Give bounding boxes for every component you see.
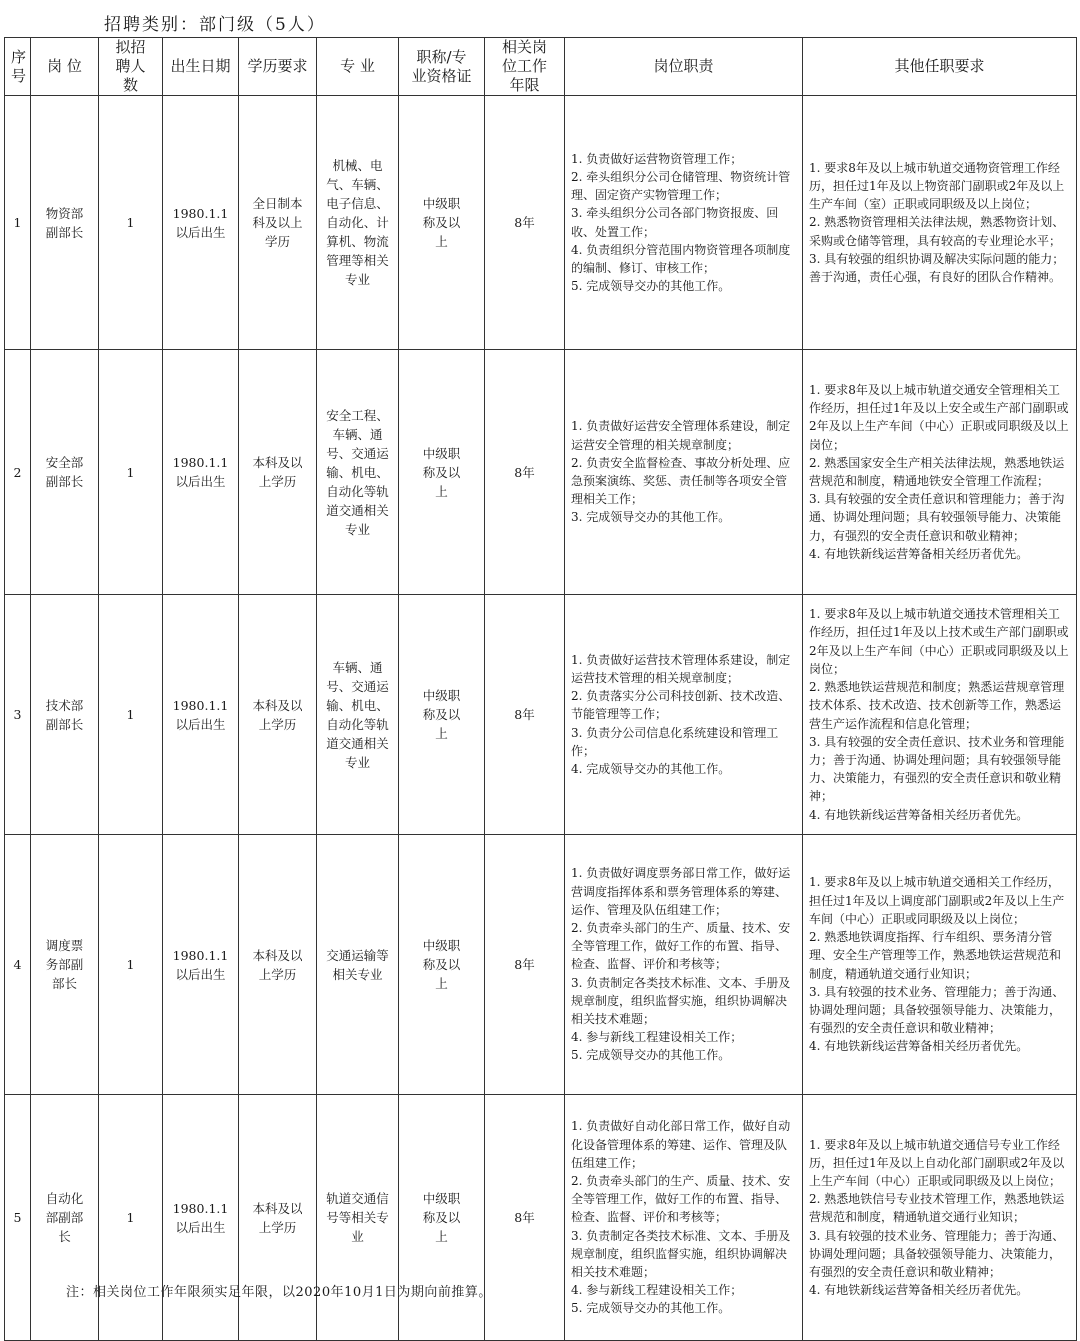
requirement-item: 2. 熟悉地铁信号专业技术管理工作，熟悉地铁运营规范和制度，精通轨道交通行业知识；	[809, 1192, 1065, 1225]
education-cell	[239, 350, 317, 595]
table-row	[5, 350, 1077, 595]
recruit-category: 招聘类别：部门级（5人）	[104, 15, 326, 35]
other-requirements-cell	[803, 835, 1077, 1095]
header-count: 拟招聘人数	[99, 38, 163, 96]
footnote: 注：相关岗位工作年限须实足年限，以2020年10月1日为期向前推算。	[66, 1285, 492, 1300]
years-text: 8年	[514, 957, 535, 972]
major-cell	[317, 350, 399, 595]
duty-item: 1. 负责做好调度票务部日常工作，做好运营调度指挥体系和票务管理体系的筹建、运作、管理及队伍组建工作；	[571, 866, 791, 917]
seq-text: 2	[13, 464, 22, 480]
duty-item: 4. 参与新线工程建设相关工作；	[571, 1030, 743, 1045]
years-cell	[485, 595, 565, 835]
education-cell	[239, 595, 317, 835]
count-cell	[99, 350, 163, 595]
count-cell	[99, 1095, 163, 1341]
duty-item: 2. 牵头组织分公司仓储管理、物资统计管理、固定资产实物管理工作；	[571, 169, 791, 203]
duty-item: 1. 负责做好运营安全管理体系建设，制定运营安全管理的相关规章制度；	[571, 419, 791, 452]
years-cell	[485, 835, 565, 1095]
duty-item: 4. 参与新线工程建设相关工作；	[571, 1283, 743, 1298]
requirement-item: 4. 有地铁新线运营筹备相关经历者优先。	[809, 546, 1029, 561]
count-text: 1	[126, 1210, 135, 1225]
duty-item: 1. 负责做好运营物资管理工作；	[571, 151, 743, 166]
birth-text: 1980.1.1以后出生	[172, 947, 229, 982]
duty-item: 1. 负责做好自动化部日常工作，做好自动化设备管理体系的筹建、运作、管理及队伍组建工作；	[571, 1119, 791, 1170]
requirement-item: 1. 要求8年及以上城市轨道交通信号专业工作经历，担任过1年及以上自动化部门副职或2年及以上生产车间（中心）正职或同职级及以上岗位；	[809, 1137, 1065, 1188]
major-text: 车辆、通号、交通运输、机电、自动化等轨道交通相关专业	[326, 659, 389, 770]
count-text: 1	[126, 707, 135, 722]
years-text: 8年	[514, 707, 535, 722]
count-text: 1	[126, 215, 135, 230]
major-text: 轨道交通信号等相关专业	[326, 1191, 389, 1244]
major-text: 安全工程、车辆、通号、交通运输、机电、自动化等轨道交通相关专业	[326, 407, 389, 537]
position-cell	[31, 595, 99, 835]
duty-item: 1. 负责做好运营技术管理体系建设，制定运营技术管理的相关规章制度；	[571, 652, 791, 685]
header-title: 职称/专业资格证	[399, 38, 485, 96]
duty-item: 2. 负责安全监督检查、事故分析处理、应急预案演练、奖惩、责任制等各项安全管理相关工作；	[571, 455, 791, 507]
requirement-item: 4. 有地铁新线运营筹备相关经历者优先。	[809, 807, 1029, 822]
header-other: 其他任职要求	[803, 38, 1077, 96]
birth-cell	[163, 595, 239, 835]
birth-text: 1980.1.1以后出生	[172, 455, 229, 489]
requirement-item: 3. 具有较强的安全责任意识和管理能力；善于沟通、协调处理问题；具有较强领导能力、决策能力，有强烈的安全责任意识和敬业精神；	[809, 492, 1065, 543]
education-cell	[239, 96, 317, 350]
count-cell	[99, 96, 163, 350]
major-cell	[317, 835, 399, 1095]
birth-cell	[163, 350, 239, 595]
position-text: 物资部副部长	[45, 205, 84, 240]
years-cell	[485, 1095, 565, 1341]
title-text: 中级职称及以上	[422, 1191, 461, 1244]
header-seq: 序号	[5, 38, 31, 96]
title-cell	[399, 595, 485, 835]
position-text: 调度票务部副部长	[45, 938, 84, 991]
duties-cell	[565, 595, 803, 835]
title-text: 中级职称及以上	[422, 938, 461, 991]
requirement-item: 1. 要求8年及以上城市轨道交通技术管理相关工作经历，担任过1年及以上技术或生产部门副职或2年及以上生产车间（中心）正职或同职级及以上岗位；	[809, 607, 1069, 676]
seq-cell	[5, 595, 31, 835]
header-education: 学历要求	[239, 38, 317, 96]
requirement-item: 2. 熟悉地铁运营规范和制度；熟悉运营规章管理技术体系、技术改造、技术创新等工作，熟悉运营生产运作流程和信息化管理；	[809, 680, 1065, 731]
duty-item: 2. 负责牵头部门的生产、质量、技术、安全等管理工作，做好工作的布置、指导、检查、监督、评价和考核等；	[571, 1173, 791, 1225]
other-requirements-cell	[803, 96, 1077, 350]
title-text: 中级职称及以上	[422, 688, 461, 741]
seq-cell	[5, 350, 31, 595]
major-cell	[317, 1095, 399, 1341]
years-cell	[485, 96, 565, 350]
birth-cell	[163, 96, 239, 350]
duty-item: 2. 负责落实分公司科技创新、技术改造、节能管理等工作；	[571, 689, 791, 722]
years-cell	[485, 350, 565, 595]
seq-text: 5	[13, 1210, 22, 1225]
duty-item: 4. 完成领导交办的其他工作。	[571, 762, 731, 776]
years-text: 8年	[514, 215, 535, 230]
requirement-item: 3. 具有较强的技术业务、管理能力；善于沟通、协调处理问题；具备较强领导能力、决策能力，有强烈的安全责任意识和敬业精神；	[809, 984, 1065, 1036]
major-cell	[317, 96, 399, 350]
position-cell	[31, 1095, 99, 1341]
position-cell	[31, 835, 99, 1095]
duty-item: 5. 完成领导交办的其他工作。	[571, 1048, 731, 1063]
major-text: 机械、电气、车辆、电子信息、自动化、计算机、物流管理等相关专业	[326, 158, 389, 287]
education-text: 本科及以上学历	[252, 697, 303, 732]
major-cell	[317, 595, 399, 835]
major-text: 交通运输等相关专业	[326, 947, 389, 982]
requirement-item: 2. 熟悉国家安全生产相关法律法规，熟悉地铁运营规范和制度，精通地铁安全管理工作流程；	[809, 455, 1065, 488]
requirement-item: 4. 有地铁新线运营筹备相关经历者优先。	[809, 1283, 1029, 1298]
header-position: 岗 位	[31, 38, 99, 96]
seq-text: 4	[13, 957, 22, 972]
birth-text: 1980.1.1以后出生	[172, 1200, 229, 1235]
seq-text: 1	[13, 215, 22, 230]
count-text: 1	[126, 957, 135, 972]
title-cell	[399, 350, 485, 595]
header-major: 专 业	[317, 38, 399, 96]
requirement-item: 3. 具有较强的安全责任意识、技术业务和管理能力；善于沟通、协调处理问题；具有较强领导能力、决策能力，有强烈的安全责任意识和敬业精神；	[809, 734, 1065, 804]
count-cell	[99, 835, 163, 1095]
requirement-item: 3. 具有较强的技术业务、管理能力；善于沟通、协调处理问题；具备较强领导能力、决策能力，有强烈的安全责任意识和敬业精神；	[809, 1228, 1065, 1279]
duty-item: 3. 负责分公司信息化系统建设和管理工作；	[571, 725, 779, 758]
other-requirements-cell	[803, 595, 1077, 835]
duty-item: 3. 负责制定各类技术标准、文本、手册及规章制度，组织监督实施，组织协调解决相关技术难题；	[571, 1228, 791, 1279]
years-text: 8年	[514, 464, 535, 480]
header-years: 相关岗位工作年限	[485, 38, 565, 96]
requirement-item: 4. 有地铁新线运营筹备相关经历者优先。	[809, 1039, 1029, 1054]
birth-cell	[163, 1095, 239, 1341]
seq-cell	[5, 835, 31, 1095]
education-text: 全日制本科及以上学历	[252, 196, 303, 249]
title-cell	[399, 96, 485, 350]
table-row	[5, 1095, 1077, 1341]
title-text: 中级职称及以上	[422, 196, 461, 249]
table-row	[5, 835, 1077, 1095]
birth-text: 1980.1.1以后出生	[172, 205, 229, 240]
duties-cell	[565, 835, 803, 1095]
title-text: 中级职称及以上	[422, 445, 461, 499]
title-cell	[399, 835, 485, 1095]
education-text: 本科及以上学历	[252, 947, 303, 982]
duty-item: 5. 完成领导交办的其他工作。	[571, 1301, 731, 1316]
requirement-item: 2. 熟悉物资管理相关法律法规，熟悉物资计划、采购或仓储等管理，具有较高的专业理论水平；	[809, 215, 1065, 248]
duties-cell	[565, 1095, 803, 1341]
duties-cell	[565, 96, 803, 350]
seq-cell	[5, 1095, 31, 1341]
duty-item: 3. 完成领导交办的其他工作。	[571, 510, 731, 525]
header-birth: 出生日期	[163, 38, 239, 96]
duty-item: 2. 负责牵头部门的生产、质量、技术、安全等管理工作，做好工作的布置、指导、检查、监督、评价和考核等；	[571, 920, 791, 972]
recruitment-table	[4, 37, 1077, 1341]
table-row	[5, 96, 1077, 350]
seq-cell	[5, 96, 31, 350]
other-requirements-cell	[803, 1095, 1077, 1341]
position-text: 技术部副部长	[45, 697, 84, 732]
duty-item: 3. 负责制定各类技术标准、文本、手册及规章制度，组织监督实施，组织协调解决相关技术难题；	[571, 975, 791, 1026]
birth-text: 1980.1.1以后出生	[172, 697, 229, 732]
requirement-item: 1. 要求8年及以上城市轨道交通相关工作经历，担任过1年及以上调度部门副职或2年及以上生产车间（中心）正职或同职级及以上岗位；	[809, 875, 1065, 926]
position-cell	[31, 350, 99, 595]
education-cell	[239, 835, 317, 1095]
other-requirements-cell	[803, 350, 1077, 595]
header-duties: 岗位职责	[565, 38, 803, 96]
table-header-row	[5, 38, 1077, 96]
duty-item: 4. 负责组织分管范围内物资管理各项制度的编制、修订、审核工作；	[571, 242, 791, 275]
duties-cell	[565, 350, 803, 595]
position-text: 安全部副部长	[45, 455, 84, 489]
seq-text: 3	[13, 707, 22, 722]
requirement-item: 1. 要求8年及以上城市轨道交通安全管理相关工作经历，担任过1年及以上安全或生产部门副职或2年及以上生产车间（中心）正职或同职级及以上岗位；	[809, 382, 1069, 452]
duty-item: 3. 牵头组织分公司各部门物资报废、回收、处置工作；	[571, 206, 779, 239]
title-cell	[399, 1095, 485, 1341]
birth-cell	[163, 835, 239, 1095]
education-text: 本科及以上学历	[252, 1200, 303, 1235]
table-row	[5, 595, 1077, 835]
position-text: 自动化部副部长	[45, 1191, 84, 1244]
duty-item: 5. 完成领导交办的其他工作。	[571, 279, 731, 294]
requirement-item: 1. 要求8年及以上城市轨道交通物资管理工作经历，担任过1年及以上物资部门副职或2年及以上生产车间（室）正职或同职级及以上岗位；	[809, 160, 1065, 212]
count-cell	[99, 595, 163, 835]
requirement-item: 2. 熟悉地铁调度指挥、行车组织、票务清分管理、安全生产管理等工作，熟悉地铁运营规范和制度，精通轨道交通行业知识；	[809, 930, 1062, 981]
education-text: 本科及以上学历	[252, 455, 303, 489]
education-cell	[239, 1095, 317, 1341]
count-text: 1	[126, 464, 135, 480]
requirement-item: 3. 具有较强的组织协调及解决实际问题的能力；善于沟通，责任心强，有良好的团队合作精神。	[809, 251, 1065, 284]
position-cell	[31, 96, 99, 350]
years-text: 8年	[514, 1210, 535, 1225]
